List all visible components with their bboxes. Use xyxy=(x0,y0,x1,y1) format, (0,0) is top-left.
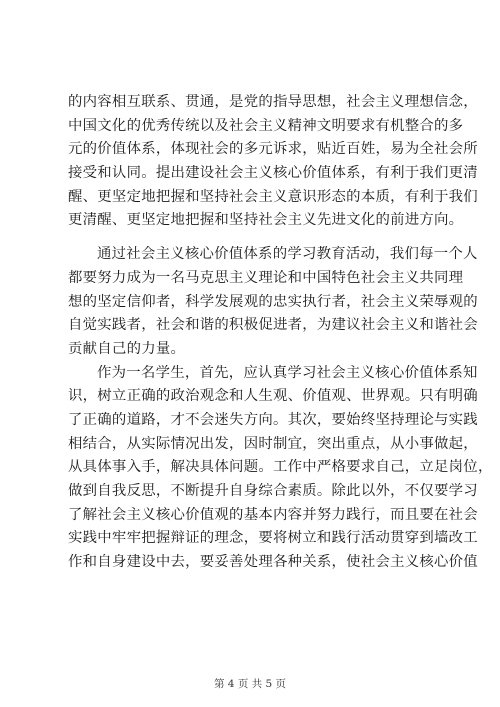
paragraph-gap xyxy=(68,233,440,243)
text-line: 都要努力成为一名马克思主义理论和中国特色社会主义共同理 xyxy=(68,269,464,286)
text-line: 了解社会主义核心价值观的基本内容并努力践行，而且要在社会 xyxy=(68,506,478,523)
text-line: 醒、更坚定地把握和坚持社会主义意识形态的本质，有利于我们 xyxy=(68,188,478,205)
text-line: 的内容相互联系、贯通，是党的指导思想，社会主义理想信念， xyxy=(68,94,478,110)
page-footer: 第 4 页 共 5 页 xyxy=(213,678,287,690)
text-line: 作和自身建设中去，要妥善处理各种关系，使社会主义核心价值 xyxy=(68,554,478,571)
text-line: 想的坚定信仰者，科学发展观的忠实执行者，社会主义荣辱观的 xyxy=(68,293,478,310)
text-line: 元的价值体系，体现社会的多元诉求，贴近百姓，易为全社会所 xyxy=(68,141,478,158)
text-line: 了正确的道路，才不会迷失方向。其次，要始终坚持理论与实践 xyxy=(68,411,478,428)
text-line: 自觉实践者，社会和谐的积极促进者，为建议社会主义和谐社会 xyxy=(68,317,478,334)
text-line: 从具体事入手，解决具体问题。工作中严格要求自己，立足岗位， xyxy=(68,459,493,476)
text-line: 做到自我反思，不断提升自身综合素质。除此以外，不仅要学习 xyxy=(68,483,478,499)
text-line: 通过社会主义核心价值体系的学习教育活动，我们每一个人 xyxy=(97,246,478,263)
text-line: 贡献自己的力量。 xyxy=(68,340,186,357)
document-body xyxy=(68,91,493,575)
text-line: 相结合，从实际情况出发，因时制宜，突出重点，从小事做起， xyxy=(68,435,478,452)
text-line: 作为一名学生，首先，应认真学习社会主义核心价值体系知 xyxy=(97,364,478,381)
text-line: 接受和认同。提出建设社会主义核心价值体系，有利于我们更清 xyxy=(68,165,478,182)
text-line: 实践中牢牢把握辩证的理念，要将树立和践行活动贯穿到墙改工 xyxy=(68,530,478,547)
text-line: 更清醒、更坚定地把握和坚持社会主义先进文化的前进方向。 xyxy=(68,212,464,229)
text-line: 识，树立正确的政治观念和人生观、价值观、世界观。只有明确 xyxy=(68,388,478,405)
text-line: 中国文化的优秀传统以及社会主义精神文明要求有机整合的多 xyxy=(68,117,464,134)
